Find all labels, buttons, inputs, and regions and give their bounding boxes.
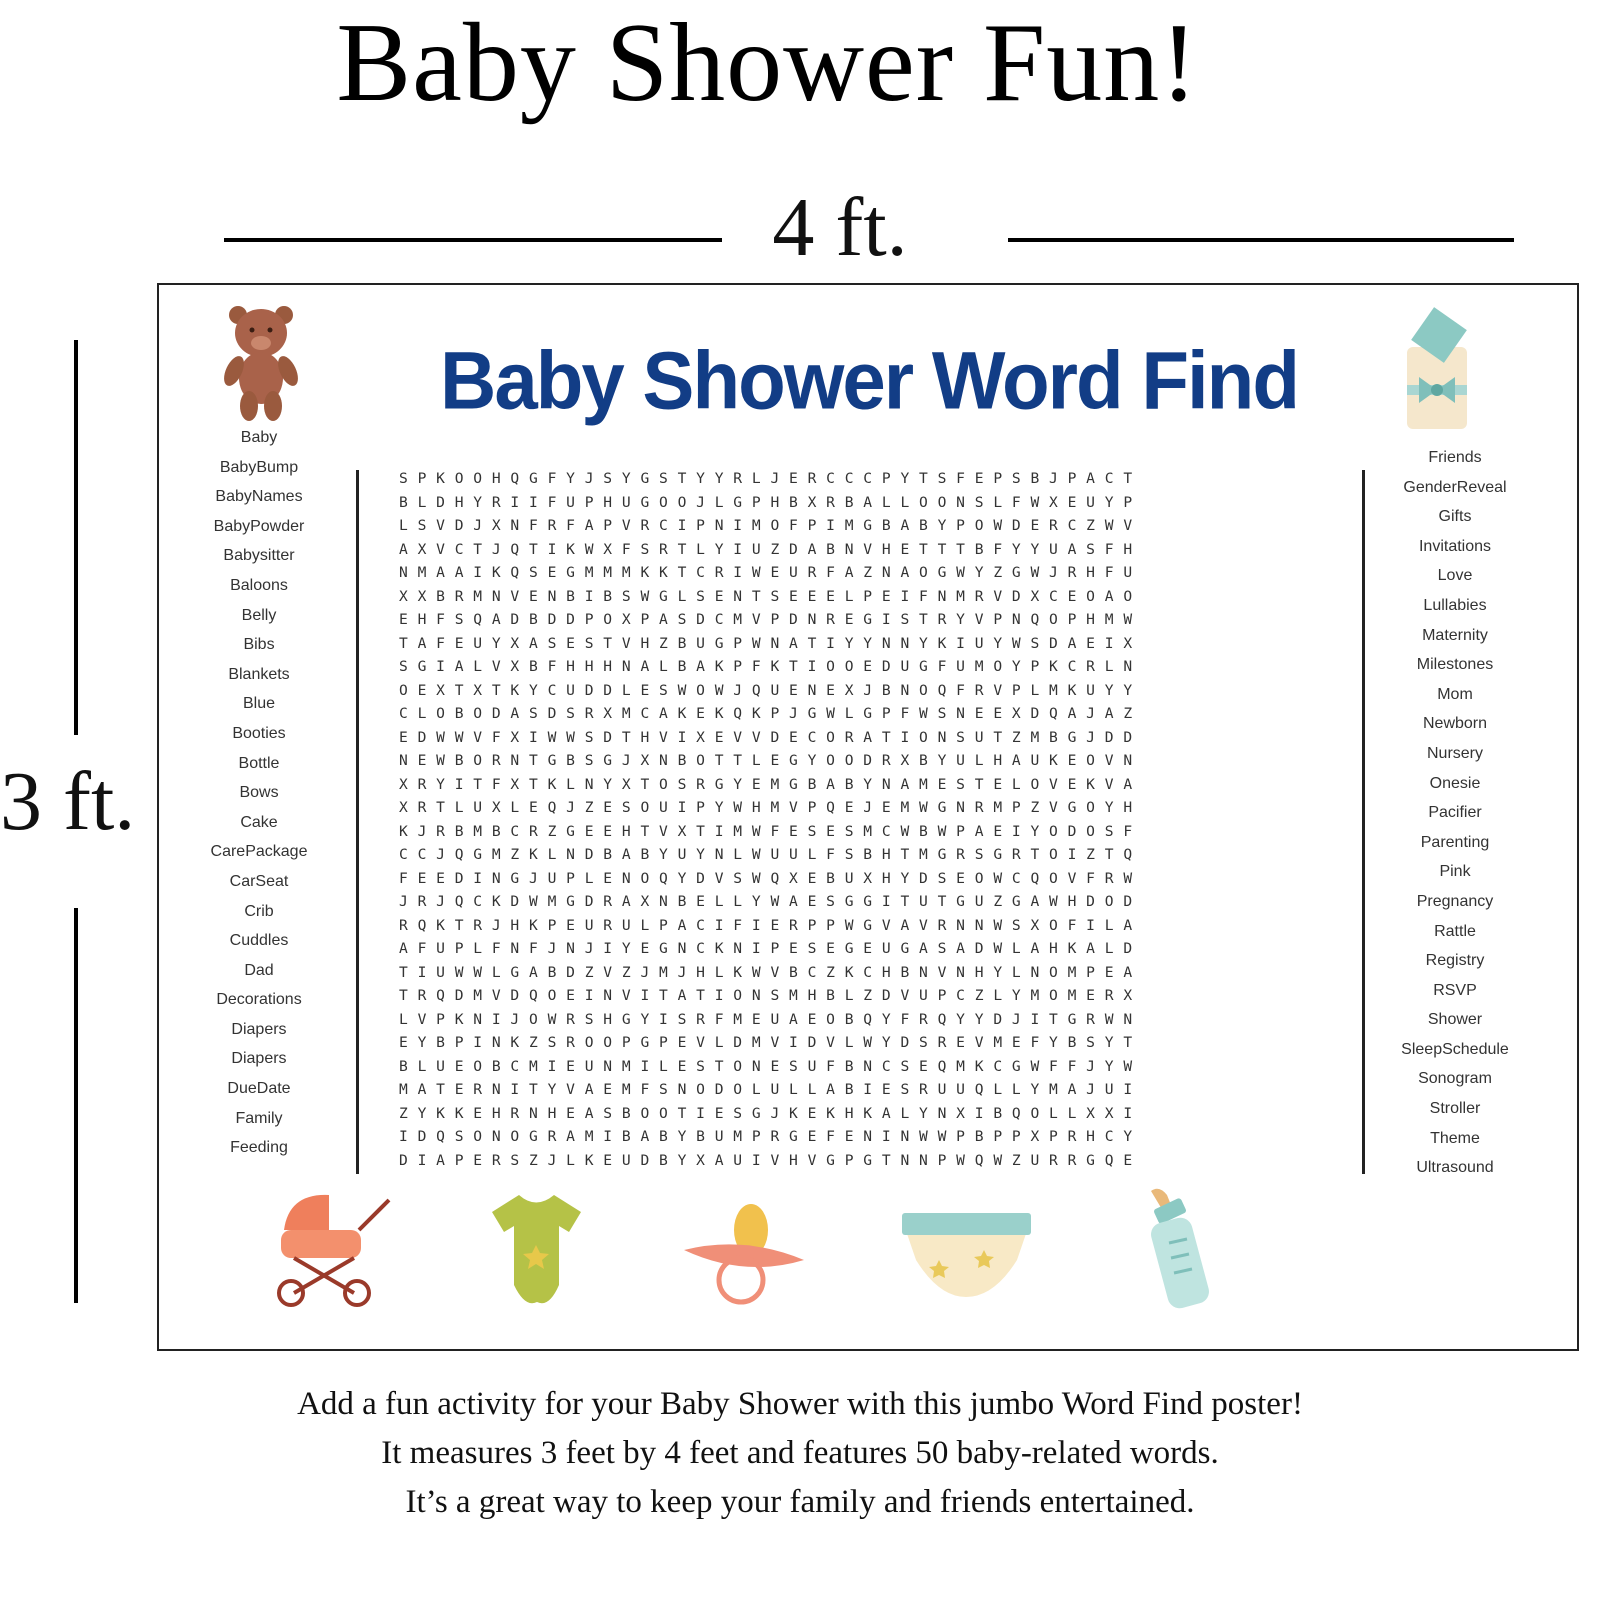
- baby-bottle-icon: [1137, 1183, 1222, 1313]
- description-line-3: It’s a great way to keep your family and friends entertained.: [405, 1484, 1195, 1520]
- word-list-item: Registry: [1425, 952, 1485, 970]
- word-list-item: Rattle: [1434, 922, 1476, 940]
- word-find-poster: [157, 283, 1579, 1351]
- grid-row: A F U P L F N F J N J I Y E G N C K N I P E S E G E U G A S A D W L A H K A L D: [399, 940, 1133, 957]
- word-list-item: Mom: [1437, 685, 1473, 703]
- word-list-item: Pacifier: [1428, 804, 1482, 822]
- word-list-item: Nursery: [1426, 744, 1483, 762]
- pacifier-icon: [679, 1200, 809, 1310]
- word-list-item: Cake: [240, 813, 278, 831]
- grid-row: M A T E R N I T Y V A E M F S N O D O L U L L A B I E S R U U Q L L Y M A J U I: [399, 1081, 1133, 1098]
- onesie-icon: [489, 1190, 584, 1315]
- grid-row: T R Q D M V D Q O E I N V I T A T I O N S M H B L Z D V U P C Z L Y M O M E R X: [399, 987, 1133, 1004]
- grid-row: X X B R M N V E N B I B S W G L S E N T S E E E L P E I F N M R V D X C E O A O: [399, 587, 1133, 605]
- poster-title: Baby Shower Word Find: [440, 333, 1298, 427]
- word-list-item: Cuddles: [229, 932, 289, 950]
- left-divider: [356, 470, 359, 1174]
- word-list-item: Decorations: [216, 991, 302, 1009]
- word-list-item: Maternity: [1422, 626, 1488, 644]
- description-line-2: It measures 3 feet by 4 feet and features 50 baby-related words.: [381, 1435, 1219, 1471]
- height-label: 3 ft.: [0, 755, 136, 848]
- word-list-item: Baloons: [230, 576, 288, 594]
- word-list-item: BabyPowder: [213, 517, 305, 535]
- grid-row: E D W W V F X I W W S D T H V I X E V V D E C O R A T I O N S U T Z M B G J D D: [399, 728, 1133, 746]
- grid-row: C L O B O D A S D S R X M C A K E K Q K P J G W L G P F W S N E E X D Q A J A Z: [399, 705, 1133, 722]
- description-line-1: Add a fun activity for your Baby Shower with this jumbo Word Find poster!: [297, 1386, 1303, 1422]
- letter-grid: [399, 467, 1509, 1172]
- word-list-item: Blankets: [228, 665, 290, 683]
- word-list-item: Gifts: [1438, 508, 1472, 526]
- word-list-item: BabyBump: [219, 458, 299, 476]
- word-list-item: Onesie: [1429, 774, 1481, 792]
- word-list-item: Bibs: [243, 636, 275, 654]
- height-line-bottom: [74, 908, 78, 1303]
- word-list-item: Bows: [239, 784, 279, 802]
- headline: Baby Shower Fun!: [336, 1, 1199, 125]
- word-list-item: Dad: [244, 961, 274, 979]
- grid-row: F E E D I N G J U P L E N O Q Y D V S W Q X E B U X H Y D S E O W C Q O V F R W: [399, 869, 1133, 887]
- word-list-item: Feeding: [230, 1139, 288, 1157]
- word-list-left: [179, 423, 339, 1163]
- word-list-item: Baby: [240, 429, 278, 446]
- word-list-item: Ultrasound: [1416, 1159, 1494, 1177]
- grid-row: B L U E O B C M I E U N M I L E S T O N E S U F B N C S E Q M K C G W F F J Y W: [399, 1057, 1133, 1075]
- grid-row: R Q K T R J H K P E U R U L P A C I F I E R P P W G V A V R N N W S X O F I L A: [399, 916, 1133, 934]
- grid-row: N E W B O R N T G B S G J X N B O T T L E G Y O O D R X B Y U L H A U K E O V N: [399, 752, 1133, 769]
- word-list-item: Newborn: [1422, 715, 1488, 733]
- grid-row: B L D H Y R I I F U P H U G O O J L G P H B X R B A L L O O N S L F W X E U Y P: [399, 493, 1133, 511]
- grid-row: J R J Q C K D W M G D R A X N B E L L Y W A E S G G I T U T G U Z G A W H D O D: [399, 893, 1133, 910]
- grid-row: D I A P E R S Z J L K E U D B Y X A U I V H V G P G T N N P W Q W Z U R R G Q E: [399, 1151, 1133, 1169]
- width-line-left: [224, 238, 722, 242]
- word-list-item: Booties: [232, 724, 286, 742]
- word-list-item: Blue: [242, 695, 276, 713]
- word-list-item: Shower: [1427, 1011, 1483, 1029]
- word-list-item: Diapers: [231, 1050, 287, 1068]
- word-list-item: Stroller: [1429, 1100, 1481, 1118]
- word-list-item: Invitations: [1418, 537, 1492, 555]
- word-list-item: CarSeat: [229, 872, 289, 890]
- grid-row: T I U W W L G A B D Z V Z J M J H L K W V B C Z K C H B N V N H Y L N O M P E A: [399, 963, 1133, 981]
- diaper-icon: [899, 1205, 1034, 1300]
- word-list-item: CarePackage: [210, 843, 308, 861]
- word-list-item: Bottle: [238, 754, 280, 772]
- grid-row: N M A A I K Q S E G M M M K K T C R I W E U R F A Z N A O G W Y Z G W J R H F U: [399, 564, 1133, 581]
- grid-row: E Y B P I N K Z S R O O P G P E V L D M V I D V L W Y D S R E V M E F Y B S Y T: [399, 1034, 1133, 1051]
- word-list-item: Belly: [241, 606, 277, 624]
- description: [0, 1380, 1600, 1527]
- grid-row: C C J Q G M Z K L N D B A B Y U Y N L W U U L F S B H T M G R S G R T O I Z T Q: [399, 846, 1133, 863]
- word-list-item: DueDate: [227, 1080, 291, 1098]
- word-list-item: Theme: [1430, 1129, 1480, 1147]
- gift-icon: [1397, 307, 1477, 435]
- width-label: 4 ft.: [772, 181, 908, 274]
- word-list-item: GenderReveal: [1403, 478, 1507, 496]
- word-list-item: Crib: [244, 902, 274, 920]
- word-list-item: Friends: [1428, 449, 1482, 466]
- word-list-item: Milestones: [1416, 656, 1494, 674]
- grid-row: T A F E U Y X A S E S T V H Z B U G P W N A T I Y Y N N Y K I U Y W S D A E I X: [399, 634, 1133, 652]
- grid-row: S P K O O H Q G F Y J S Y G S T Y Y R L J E R C C C P Y T S F E P S B J P A C T: [399, 470, 1133, 487]
- word-list-item: Pink: [1439, 863, 1471, 881]
- grid-row: Z Y K K E H R N H E A S B O O T I E S G J K E K H K A L Y N X I B Q O L L X X I: [399, 1104, 1133, 1122]
- grid-row: X R T L U X L E Q J Z E S O U I P Y W H M V P Q E J E M W G N R M P Z V G O Y H: [399, 799, 1133, 816]
- word-list-item: Lullabies: [1423, 596, 1487, 614]
- grid-row: L V P K N I J O W R S H G Y I S R F M E U A E O B Q Y F R Q Y Y D J I T G R W N: [399, 1010, 1133, 1028]
- word-list-right: [1371, 443, 1539, 1183]
- word-list-item: Pregnancy: [1416, 892, 1494, 910]
- word-list-item: Family: [235, 1109, 283, 1127]
- word-list-item: BabyNames: [215, 488, 303, 506]
- grid-row: E H F S Q A D B D D P O X P A S D C M V P D N R E G I S T R Y V P N Q O P H M W: [399, 611, 1133, 628]
- teddy-bear-icon: [221, 303, 301, 423]
- word-list-item: RSVP: [1433, 981, 1477, 999]
- word-list-item: Diapers: [231, 1020, 287, 1038]
- word-list-item: Love: [1437, 567, 1473, 585]
- grid-row: S G I A L V X B F H H H N A L B A K P F K T I O O E D U G F U M O Y P K C R L N: [399, 658, 1133, 675]
- height-line-top: [74, 340, 78, 735]
- width-line-right: [1008, 238, 1514, 242]
- right-divider: [1362, 470, 1365, 1174]
- stroller-icon: [269, 1185, 394, 1310]
- grid-row: K J R B M B C R Z G E E H T V X T I M W F E S E S M C W B W P A E I Y O D O S F: [399, 822, 1133, 840]
- word-list-item: Sonogram: [1418, 1070, 1492, 1088]
- grid-row: A X V C T J Q T I K W X F S R T L Y I U Z D A B N V H E T T T B F Y Y U A S F H: [399, 540, 1133, 558]
- grid-row: L S V D J X N F R F A P V R C I P N I M O F P I M G B A B Y P O W D E R C Z W V: [399, 517, 1133, 534]
- grid-row: X R Y I T F X T K L N Y X T O S R G Y E M G B A B Y N A M E S T E L O V E K V A: [399, 775, 1133, 793]
- word-list-item: Babysitter: [223, 547, 295, 565]
- grid-row: O E X T X T K Y C U D D L E S W O W J Q U E N E X J B N O Q F R V P L M K U Y Y: [399, 681, 1133, 699]
- word-list-item: SleepSchedule: [1401, 1040, 1509, 1058]
- word-list-item: Parenting: [1420, 833, 1490, 851]
- grid-row: I D Q S O N O G R A M I B A B Y B U M P R G E F E N I N W W P B P P X P R H C Y: [399, 1128, 1133, 1145]
